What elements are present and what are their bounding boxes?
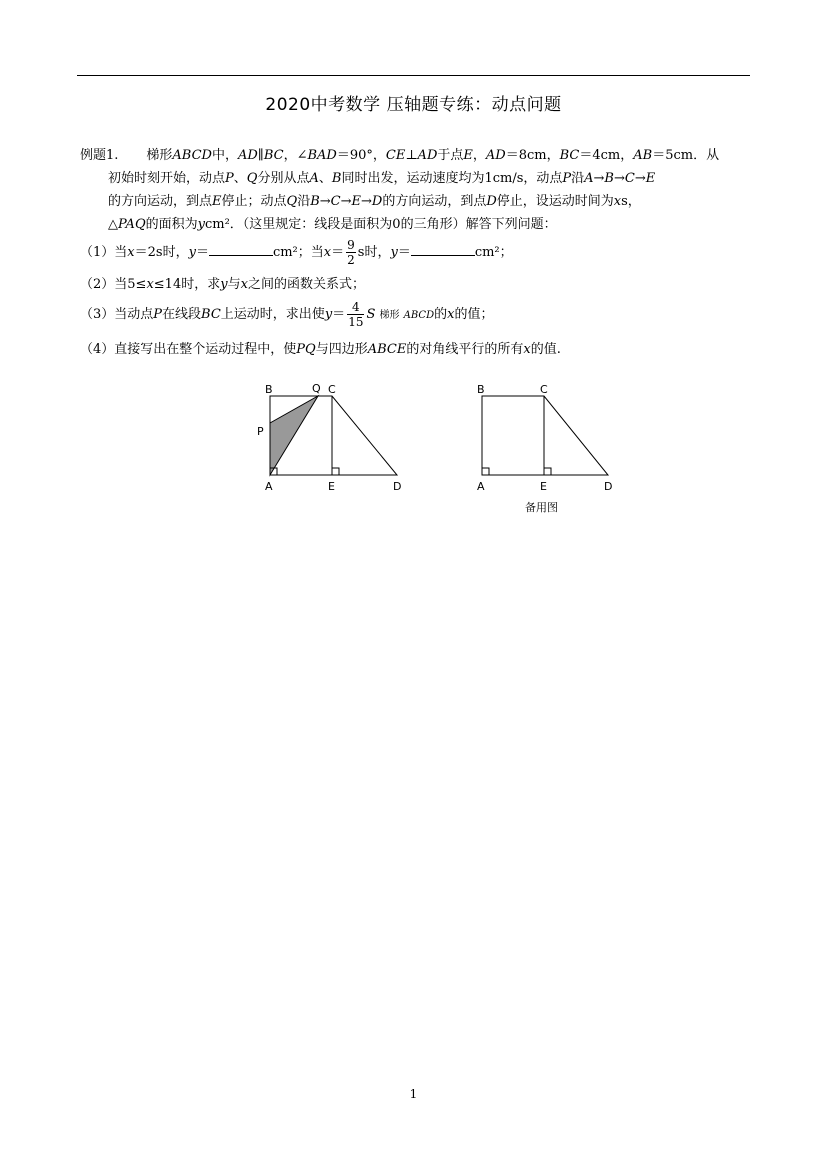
text: 的面积为	[145, 217, 198, 232]
problem-line-1	[80, 148, 719, 164]
problem-line-2	[108, 171, 655, 187]
problem-line-3	[108, 194, 641, 210]
text: y	[324, 307, 333, 322]
text: 沿	[571, 171, 585, 186]
label-B: B	[477, 383, 485, 396]
answer-blank-2[interactable]	[411, 243, 475, 256]
text: cm²；当	[272, 245, 324, 260]
text: s时，	[357, 245, 391, 260]
text: （2）当5≤	[80, 277, 147, 292]
text: 、	[233, 171, 247, 186]
text: ＝	[195, 245, 209, 260]
text: CE⊥AD	[385, 148, 438, 163]
denominator: 2	[347, 253, 355, 267]
text: P	[225, 171, 234, 186]
text: y	[197, 217, 205, 232]
problem-line-4	[108, 217, 557, 233]
header-rule	[77, 75, 750, 76]
text: ＝	[397, 245, 411, 260]
text: ＝8cm，	[505, 148, 560, 163]
right-angle-E	[544, 468, 551, 475]
text: y	[220, 277, 228, 292]
question-3	[80, 297, 493, 334]
question-1	[80, 238, 513, 268]
subscript: ABCD	[403, 310, 435, 321]
text: x	[323, 245, 332, 260]
text: 停止，设运动时间为	[496, 194, 614, 209]
text: （3）当动点	[80, 307, 154, 322]
shaded-triangle-PAQ	[270, 396, 318, 475]
text: 的值；	[454, 307, 494, 322]
label-A: A	[265, 480, 273, 493]
text: ＝	[332, 307, 346, 322]
text: 分别从点	[257, 171, 310, 186]
question-2	[80, 277, 365, 293]
label-C: C	[328, 383, 336, 396]
text: S	[366, 307, 376, 322]
text: cm²；	[474, 245, 513, 260]
text: 初始时刻开始，动点	[108, 171, 226, 186]
text: 在线段	[162, 307, 202, 322]
text: Q	[246, 171, 258, 186]
text: A→B→C→E	[584, 171, 656, 186]
text: x	[127, 245, 135, 260]
answer-blank-1[interactable]	[209, 243, 273, 256]
text: E	[463, 148, 473, 163]
problem-label: 例题1.	[80, 148, 119, 163]
label-Q: Q	[312, 382, 321, 395]
label-A: A	[477, 480, 485, 493]
trapezoid-figure-2	[462, 378, 642, 498]
text: ＝2s时，	[134, 245, 189, 260]
fraction-nine-halves	[346, 238, 356, 267]
text: △	[108, 217, 118, 232]
trapezoid-outline	[482, 396, 608, 475]
text: 梯形	[146, 148, 173, 163]
text: B	[331, 171, 342, 186]
numerator: 4	[347, 300, 364, 315]
right-angle-E	[332, 468, 339, 475]
text: E	[212, 194, 222, 209]
page-number: 1	[409, 1087, 418, 1101]
text: ABCE	[367, 342, 407, 357]
numerator: 9	[347, 238, 355, 252]
label-E: E	[540, 480, 547, 493]
text: ＝5cm．从	[652, 148, 720, 163]
text: BC	[201, 307, 221, 322]
text: 上运动时，求出使	[220, 307, 325, 322]
text: 之间的函数关系式；	[247, 277, 365, 292]
text: （4）直接写出在整个运动过程中，使	[80, 342, 297, 357]
figure-backup	[462, 378, 642, 502]
text: AD∥BC	[238, 148, 284, 163]
text: BC	[559, 148, 580, 163]
page-title: 2020中考数学 压轴题专练：动点问题	[265, 95, 562, 115]
text: P	[153, 307, 163, 322]
text: P	[562, 171, 572, 186]
text: x	[240, 277, 248, 292]
text: B→C→E→D	[310, 194, 383, 209]
text: ＝	[331, 245, 345, 260]
text: 的对角线平行的所有	[406, 342, 524, 357]
label-B: B	[265, 383, 273, 396]
denominator: 15	[348, 315, 364, 329]
text: y	[390, 245, 398, 260]
text: 同时出发，运动速度均为1cm/s，动点	[341, 171, 563, 186]
label-E: E	[328, 480, 335, 493]
label-D: D	[393, 480, 402, 493]
label-P: P	[257, 425, 264, 438]
text: 、	[318, 171, 332, 186]
text: PQ	[296, 342, 316, 357]
text: PAQ	[118, 217, 146, 232]
text: 的值.	[530, 342, 561, 357]
text: x	[613, 194, 622, 209]
text: （1）当	[80, 245, 128, 260]
text: 的	[434, 307, 448, 322]
text: 与四边形	[315, 342, 368, 357]
text: ≤14时，求	[153, 277, 221, 292]
text: D	[486, 194, 497, 209]
text: y	[188, 245, 196, 260]
text: 的方向运动，到点	[382, 194, 487, 209]
text: A	[309, 171, 319, 186]
subscript: 梯形	[379, 310, 400, 321]
text: x	[447, 307, 455, 322]
text: ABCD	[172, 148, 212, 163]
right-angle-A	[482, 468, 489, 475]
text: 停止；动点	[221, 194, 287, 209]
text: 中，	[211, 148, 238, 163]
fraction-four-fifteenths	[347, 300, 364, 329]
text: AB	[633, 148, 653, 163]
figure-caption: 备用图	[525, 501, 558, 514]
label-D: D	[604, 480, 613, 493]
text: ，∠	[283, 148, 308, 163]
text: ＝90°，	[336, 148, 386, 163]
text: 沿	[297, 194, 311, 209]
text: cm²．（这里规定：线段是面积为0的三角形）解答下列问题：	[204, 217, 557, 232]
label-C: C	[540, 383, 548, 396]
text: AD	[485, 148, 506, 163]
text: x	[146, 277, 154, 292]
text: s，	[621, 194, 641, 209]
text: Q	[286, 194, 298, 209]
figure-main	[250, 378, 430, 502]
text: x	[523, 342, 531, 357]
question-4	[80, 342, 561, 358]
trapezoid-figure-1	[250, 378, 430, 498]
text: 于点	[437, 148, 464, 163]
text: ，	[472, 148, 486, 163]
text: BAD	[307, 148, 337, 163]
text: 与	[227, 277, 241, 292]
text: ＝4cm，	[579, 148, 634, 163]
text: 的方向运动，到点	[108, 194, 213, 209]
